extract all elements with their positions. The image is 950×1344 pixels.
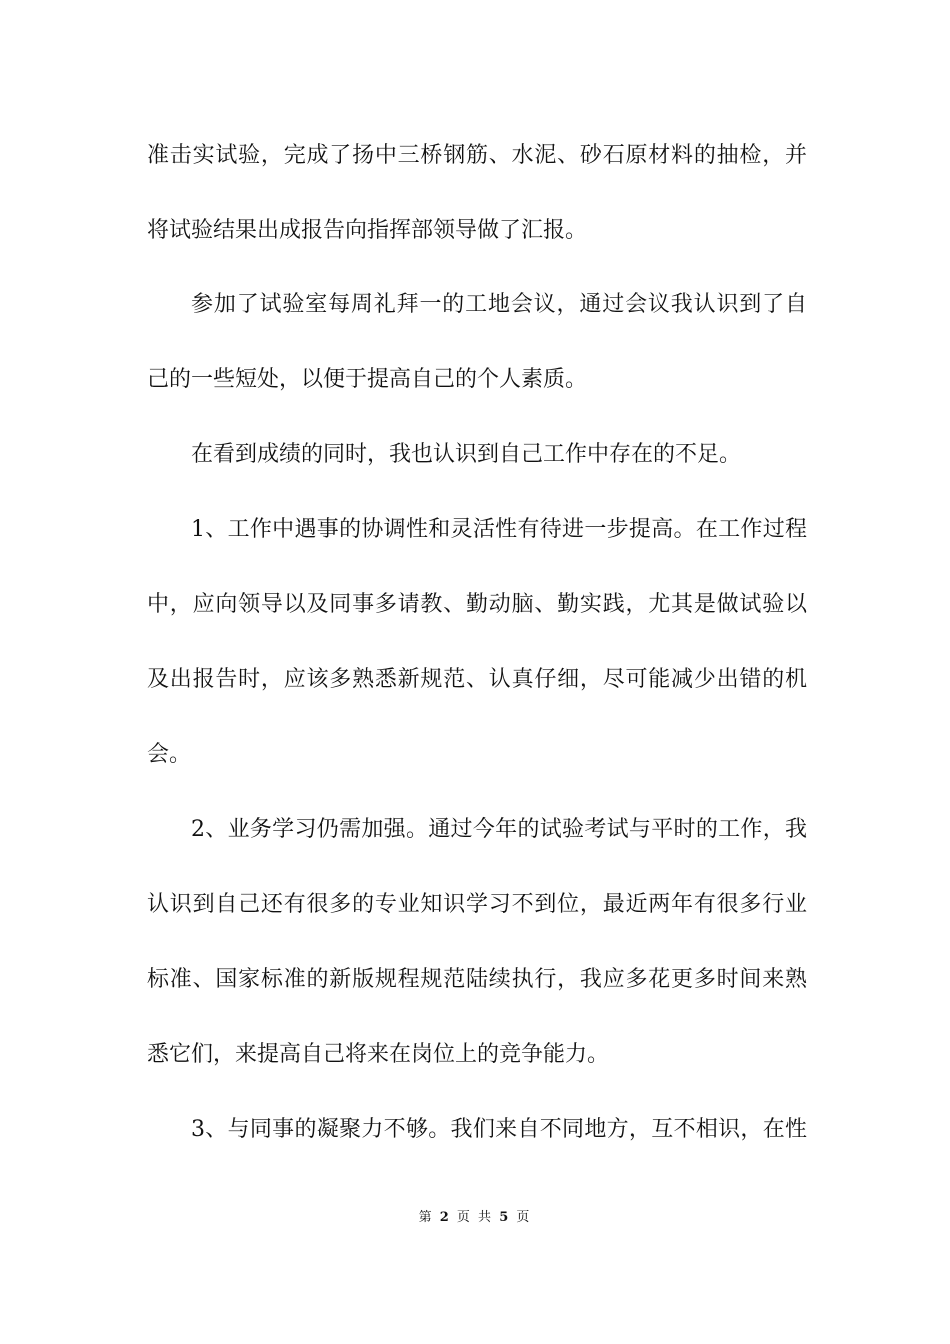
text-line: 1、工作中遇事的协调性和灵活性有待进一步提高。在工作过程: [191, 517, 807, 542]
text-line: 中，应向领导以及同事多请教、勤动脑、勤实践，尤其是做试验以: [147, 592, 807, 617]
text-line: 会。: [147, 742, 192, 767]
text-line: 标准、国家标准的新版规程规范陆续执行，我应多花更多时间来熟: [147, 967, 807, 992]
text-line: 己的一些短处，以便于提高自己的个人素质。: [147, 367, 588, 392]
footer-middle: 页 共: [456, 1210, 494, 1225]
text-line: 及出报告时，应该多熟悉新规范、认真仔细，尽可能减少出错的机: [147, 667, 807, 692]
text-line: 3、与同事的凝聚力不够。我们来自不同地方，互不相识，在性: [191, 1117, 807, 1142]
text-line: 参加了试验室每周礼拜一的工地会议，通过会议我认识到了自: [191, 292, 807, 317]
body-text: [147, 0, 807, 1180]
text-line: 2、业务学习仍需加强。通过今年的试验考试与平时的工作，我: [191, 817, 807, 842]
text-line: 悉它们，来提高自己将来在岗位上的竞争能力。: [147, 1042, 610, 1067]
text-line: 认识到自己还有很多的专业知识学习不到位，最近两年有很多行业: [147, 892, 807, 917]
page-footer: [0, 1208, 950, 1228]
footer-suffix: 页: [516, 1210, 532, 1225]
total-page-count: 5: [499, 1210, 511, 1225]
footer-prefix: 第: [418, 1210, 434, 1225]
current-page-number: 2: [439, 1210, 451, 1225]
text-line: 将试验结果出成报告向指挥部领导做了汇报。: [147, 218, 588, 243]
text-line: 在看到成绩的同时，我也认识到自己工作中存在的不足。: [191, 442, 742, 467]
text-line: 准击实试验，完成了扬中三桥钢筋、水泥、砂石原材料的抽检，并: [147, 143, 807, 168]
